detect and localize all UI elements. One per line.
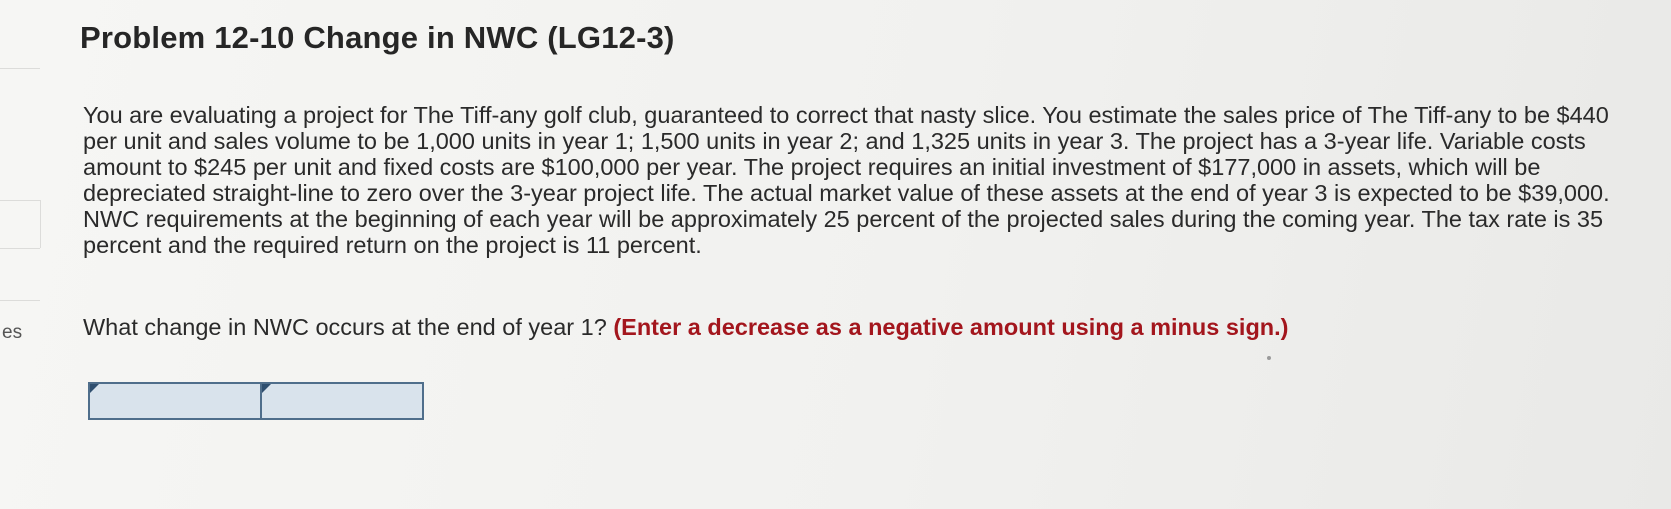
sidebar-divider xyxy=(0,200,40,201)
answer-label-input[interactable] xyxy=(90,384,260,418)
sidebar-divider xyxy=(40,200,41,248)
left-sidebar xyxy=(0,0,40,509)
cell-marker-icon xyxy=(90,384,99,393)
problem-statement: You are evaluating a project for The Tiff-any golf club, guaranteed to correct that nasty slice. You estimate the sales price of The Tiff-any to be $440 per unit and sales volume to be 1,000 units in year 1; 1,500 units in year 2; and 1,325 units in year 3. The project has a 3-year life. Variable costs amount to $245 per unit and fixed costs are $100,000 per year. The project requires an initial investment of $177,000 in assets, which will be depreciated straight-line to zero over the 3-year project life. The actual market value of these assets at the end of year 3 is expected to be $39,000. NWC requirements at the beginning of each year will be approximately 25 percent of the projected sales during the coming year. The tax rate is 35 percent and the required return on the project is 11 percent. xyxy=(83,102,1610,258)
sidebar-divider xyxy=(0,300,40,301)
sidebar-divider xyxy=(0,68,40,69)
answer-instruction: (Enter a decrease as a negative amount using a minus sign.) xyxy=(613,314,1289,340)
answer-table xyxy=(88,382,424,420)
answer-amount-input[interactable] xyxy=(262,384,422,418)
problem-title: Problem 12-10 Change in NWC (LG12-3) xyxy=(80,20,675,55)
answer-label-cell[interactable] xyxy=(90,384,262,418)
question-text xyxy=(83,313,1623,341)
sidebar-label: es xyxy=(2,322,23,343)
question-prompt: What change in NWC occurs at the end of year 1? xyxy=(83,314,607,340)
mouse-cursor-icon xyxy=(1267,356,1271,360)
sidebar-divider xyxy=(0,248,40,249)
cell-marker-icon xyxy=(262,384,271,393)
answer-amount-cell[interactable] xyxy=(262,384,422,418)
